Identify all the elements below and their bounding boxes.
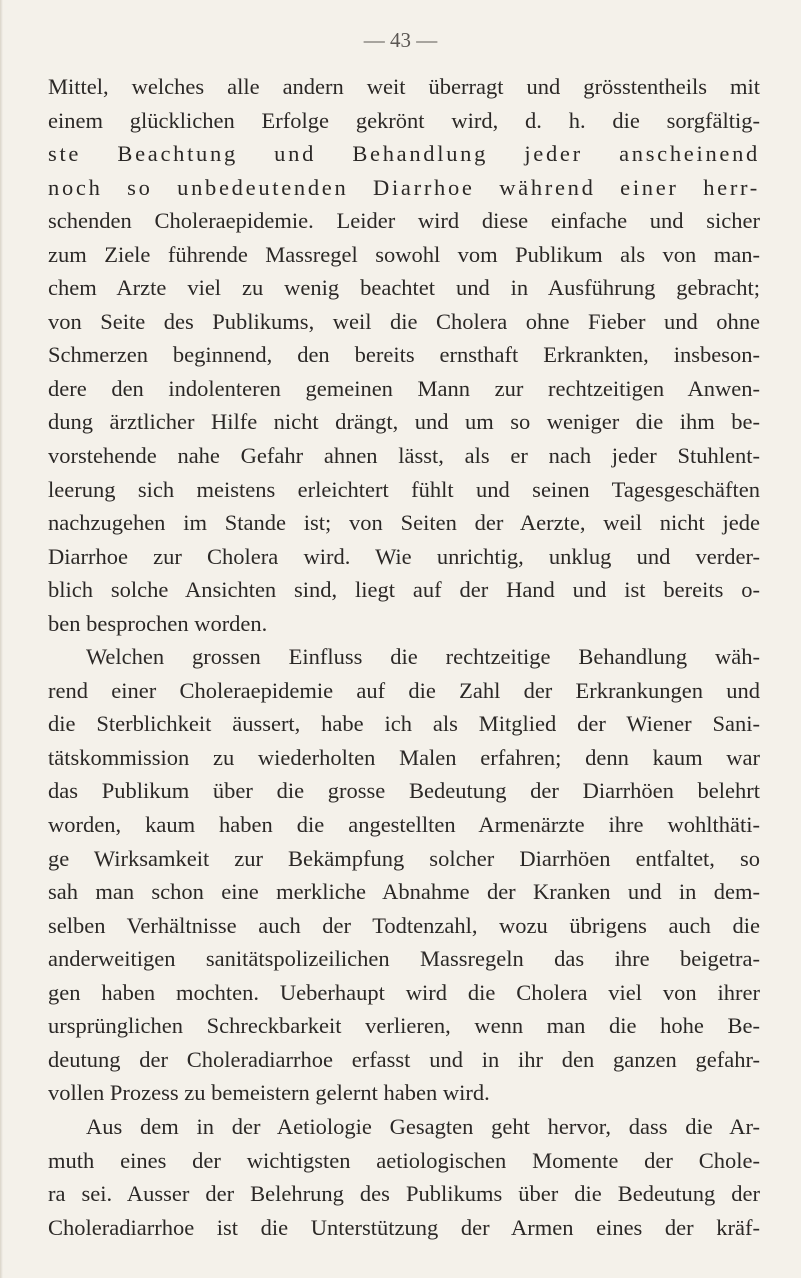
text-line: Mittel, welches alle andern weit überragt und grösstentheils mit xyxy=(48,74,760,99)
page-number: — 43 — xyxy=(363,28,438,52)
text-line: tätskommission zu wiederholten Malen erfahren; denn kaum war xyxy=(48,744,760,770)
text-line: worden, kaum haben die angestellten Armenärzte ihre wohlthäti- xyxy=(48,812,760,838)
text-line: blich solche Ansichten sind, liegt auf der Hand und ist bereits o- xyxy=(48,577,760,603)
text-line: muth eines der wichtigsten aetiologischen Momente der Chole- xyxy=(48,1147,760,1173)
text-line: leerung sich meistens erleichtert fühlt und seinen Tagesgeschäften xyxy=(48,476,760,502)
body-text xyxy=(48,70,760,1244)
text-line: das Publikum über die grosse Bedeutung der Diarrhöen belehrt xyxy=(48,778,760,804)
text-line: gen haben mochten. Ueberhaupt wird die Cholera viel von ihrer xyxy=(48,979,760,1005)
text-line: Schmerzen beginnend, den bereits ernsthaft Erkrankten, insbeson- xyxy=(48,342,760,368)
text-line: nachzugehen im Stande ist; von Seiten der Aerzte, weil nicht jede xyxy=(48,510,760,536)
text-line: noch so unbedeutenden Diarrhoe während einer herr- xyxy=(48,174,760,200)
text-line: ursprünglichen Schreckbarkeit verlieren, wenn man die hohe Be- xyxy=(48,1013,760,1039)
text-line: Aus dem in der Aetiologie Gesagten geht hervor, dass die Ar- xyxy=(86,1113,760,1139)
page-edge xyxy=(0,0,3,1278)
text-line: die Sterblichkeit äussert, habe ich als Mitglied der Wiener Sani- xyxy=(48,711,760,737)
text-line: Welchen grossen Einfluss die rechtzeitige Behandlung wäh- xyxy=(86,644,760,670)
text-line: anderweitigen sanitätspolizeilichen Massregeln das ihre beigetra- xyxy=(48,946,760,972)
text-line: vorstehende nahe Gefahr ahnen lässt, als er nach jeder Stuhlent- xyxy=(48,443,760,469)
text-line: deutung der Choleradiarrhoe erfasst und in ihr den ganzen gefahr- xyxy=(48,1046,760,1072)
text-line: ste Beachtung und Behandlung jeder anscheinend xyxy=(48,141,760,167)
text-line: von Seite des Publikums, weil die Cholera ohne Fieber und ohne xyxy=(48,308,760,334)
text-line: ben besprochen worden. xyxy=(48,610,268,636)
text-line: dung ärztlicher Hilfe nicht drängt, und um so weniger die ihm be- xyxy=(48,409,760,435)
text-line: ra sei. Ausser der Belehrung des Publikums über die Bedeutung der xyxy=(48,1181,760,1207)
text-line: zum Ziele führende Massregel sowohl vom Publikum als von man- xyxy=(48,241,760,267)
text-line: sah man schon eine merkliche Abnahme der Kranken und in dem- xyxy=(48,879,760,905)
text-line: dere den indolenteren gemeinen Mann zur rechtzeitigen Anwen- xyxy=(48,375,760,401)
text-line: rend einer Choleraepidemie auf die Zahl der Erkrankungen und xyxy=(48,677,760,703)
text-line: Diarrhoe zur Cholera wird. Wie unrichtig, unklug und verder- xyxy=(48,543,760,569)
text-line: Choleradiarrhoe ist die Unterstützung der Armen eines der kräf- xyxy=(48,1214,760,1240)
text-line: selben Verhältnisse auch der Todtenzahl, wozu übrigens auch die xyxy=(48,912,760,938)
text-line: ge Wirksamkeit zur Bekämpfung solcher Diarrhöen entfaltet, so xyxy=(48,845,760,871)
text-line: einem glücklichen Erfolge gekrönt wird, d. h. die sorgfältig- xyxy=(48,107,760,133)
text-line: vollen Prozess zu bemeistern gelernt haben wird. xyxy=(48,1080,490,1106)
text-line: schenden Choleraepidemie. Leider wird diese einfache und sicher xyxy=(48,208,760,234)
text-line: chem Arzte viel zu wenig beachtet und in Ausführung gebracht; xyxy=(48,275,760,301)
